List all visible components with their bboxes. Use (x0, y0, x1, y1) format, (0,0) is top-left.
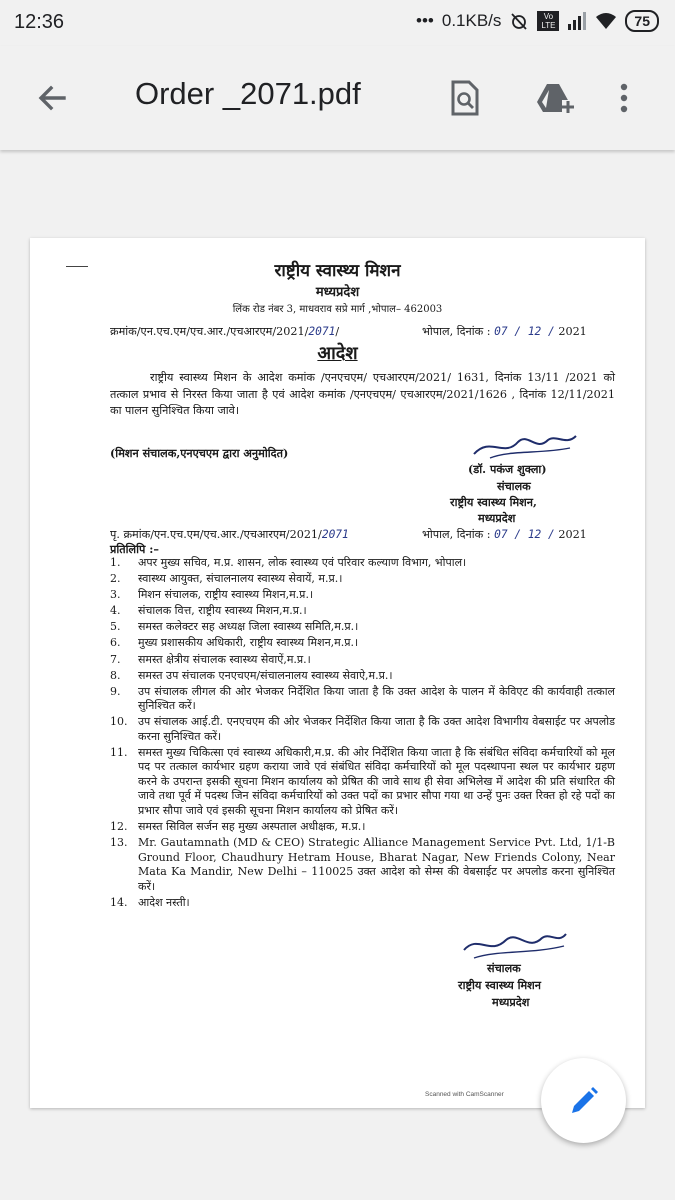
add-to-drive-icon[interactable] (533, 76, 577, 120)
sign2-title: संचालक (487, 961, 521, 975)
network-speed: 0.1KB/s (441, 11, 502, 30)
more-options-icon[interactable] (612, 76, 636, 120)
status-icons (416, 10, 659, 32)
search-document-icon[interactable] (443, 76, 487, 120)
order-body: राष्ट्रीय स्वास्थ्य मिशन के आदेश कमांक /एनएचएम/ एचआरएम/2021/ 1631, दिनांक 13/11 /2021 को तत्काल प्रभाव से निरस्त किया जाता है एवं आदेश कमांक /एनएचएम/ एचआरएम/2021/1626 , दिनांक 12/11/2021 का पालन सुनिश्चित किया जावे। (110, 371, 615, 417)
pdf-page[interactable] (30, 238, 645, 1108)
copy-label: प्रतिलिपि :– (110, 542, 159, 556)
list-item: 10. उप संचालक आई.टी. एनएचएम की ओर भेजकर निर्देशित किया जाता है कि उक्त आदेश विभागीय वेबसाईट पर अपलोड करना सुनिश्चित करें। (110, 715, 615, 743)
list-item: 4. संचालक वित्त, राष्ट्रीय स्वास्थ्य मिशन,म.प्र.। (110, 604, 307, 618)
status-bar (0, 0, 675, 46)
signature-1 (470, 428, 580, 464)
battery-indicator: 75 (625, 10, 659, 32)
edit-fab-button[interactable] (541, 1058, 626, 1143)
signer-name: (डॉ. पकंज शुक्ला) (468, 462, 547, 476)
sign2-state: मध्यप्रदेश (492, 995, 530, 1009)
wifi-icon (595, 12, 617, 30)
signature-2 (460, 928, 570, 964)
list-item: 13. Mr. Gautamnath (MD & CEO) Strategic Alliance Management Service Pvt. Ltd, 1/1-B Ground Floor, Chaudhury Hetram House, Bharat Nagar, New Friends Colony, Near Mata Ka Mandir, New Delhi – 110025 उक्त आदेश को सेम्स की वेबसाईट पर अपलोड करना सुनिश्चित करें। (110, 836, 615, 893)
list-item: 7. समस्त क्षेत्रीय संचालक स्वास्थ्य सेवाऐं,म.प्र.। (110, 652, 311, 666)
order-reference: क्रमांक/एन.एच.एम/एच.आर./एचआरएम/2021/2071/ (110, 325, 340, 338)
scanner-watermark: Scanned with CamScanner (425, 1091, 504, 1098)
status-time: 12:36 (14, 11, 65, 33)
alarm-off-icon (509, 11, 529, 31)
list-item: 14. आदेश नस्ती। (110, 895, 190, 909)
org-address: लिंक रोड नंबर 3, माधवराव सप्रे मार्ग ,भोपाल– 462003 (232, 304, 443, 315)
signer-title: संचालक (497, 479, 531, 493)
org-name: राष्ट्रीय स्वास्थ्य मिशन (274, 261, 401, 281)
list-item: 12. समस्त सिविल सर्जन सह मुख्य अस्पताल अधीक्षक, म.प्र.। (110, 820, 366, 834)
order-date: भोपाल, दिनांक : 07 / 12 / 2021 (422, 325, 587, 338)
order-heading: आदेश (317, 343, 358, 364)
list-item: 9. उप संचालक लीगल की ओर भेजकर निर्देशित किया जाता है कि उक्त आदेश के पालन में केविएट की कार्यवाही तत्काल सुनिश्चित करें। (110, 684, 615, 713)
signer-state: मध्यप्रदेश (478, 511, 516, 525)
list-item: 8. समस्त उप संचालक एनएचएम/संचालनालय स्वास्थ्य सेवाऐ,म.प्र.। (110, 668, 393, 682)
volte-icon: Vo LTE (537, 11, 559, 31)
org-state: मध्यप्रदेश (315, 285, 360, 300)
signal-icon (567, 12, 587, 30)
list-item: 11. समस्त मुख्य चिकित्सा एवं स्वास्थ्य अधिकारी,म.प्र. की ओर निर्देशित किया जाता है कि संबंधित संविदा कर्मचारियों को मूल पद पर तत्काल कार्यभार ग्रहण कराया जावे एवं संबंधित संविदा कर्मचारियों को मूल पदस्थापना स्थल पर कार्यभार ग्रहण करने के उपरान्त इसकी सूचना मिशन कार्यालय को प्रेषित की जावे साथ ही सेवा अभिलेख में आदेश की प्रति संधारित की जावे तथा पूर्व में पदस्थ जिन संविदा कर्मचारियों को उक्त पदों का प्रभार सौपा गया था उन्हें पुनः उक्त रिक्त हो रहे पदों का प्रभार सौपा जावे एवं इसकी सूचना मिशन कार्यालय को प्रेषित करें। (110, 745, 615, 817)
list-item: 5. समस्त कलेक्टर सह अध्यक्ष जिला स्वास्थ्य समिति,म.प्र.। (110, 620, 359, 634)
approval-note: (मिशन संचालक,एनएचएम द्वारा अनुमोदित) (110, 446, 289, 460)
list-item: 2. स्वास्थ्य आयुक्त, संचालनालय स्वास्थ्य सेवायें, म.प्र.। (110, 572, 343, 586)
list-item: 1. अपर मुख्य सचिव, म.प्र. शासन, लोक स्वास्थ्य एवं परिवार कल्याण विभाग, भोपाल। (110, 556, 467, 569)
list-item: 3. मिशन संचालक, राष्ट्रीय स्वास्थ्य मिशन,म.प्र.। (110, 588, 314, 602)
list-item: 6. मुख्य प्रशासकीय अधिकारी, राष्ट्रीय स्वास्थ्य मिशन,म.प्र.। (110, 636, 359, 650)
pencil-icon (568, 1085, 600, 1117)
back-arrow-icon[interactable] (30, 76, 74, 120)
signer-org: राष्ट्रीय स्वास्थ्य मिशन, (450, 495, 537, 509)
sign2-org: राष्ट्रीय स्वास्थ्य मिशन (458, 978, 541, 992)
copy-list (110, 556, 615, 912)
status-dots: ••• (416, 11, 434, 30)
copy-reference: पृ. क्रमांक/एन.एच.एम/एच.आर./एचआरएम/2021/2071 (110, 528, 349, 541)
document-title: Order _2071.pdf (135, 76, 361, 111)
app-bar (0, 46, 675, 150)
copy-date: भोपाल, दिनांक : 07 / 12 / 2021 (422, 528, 587, 541)
